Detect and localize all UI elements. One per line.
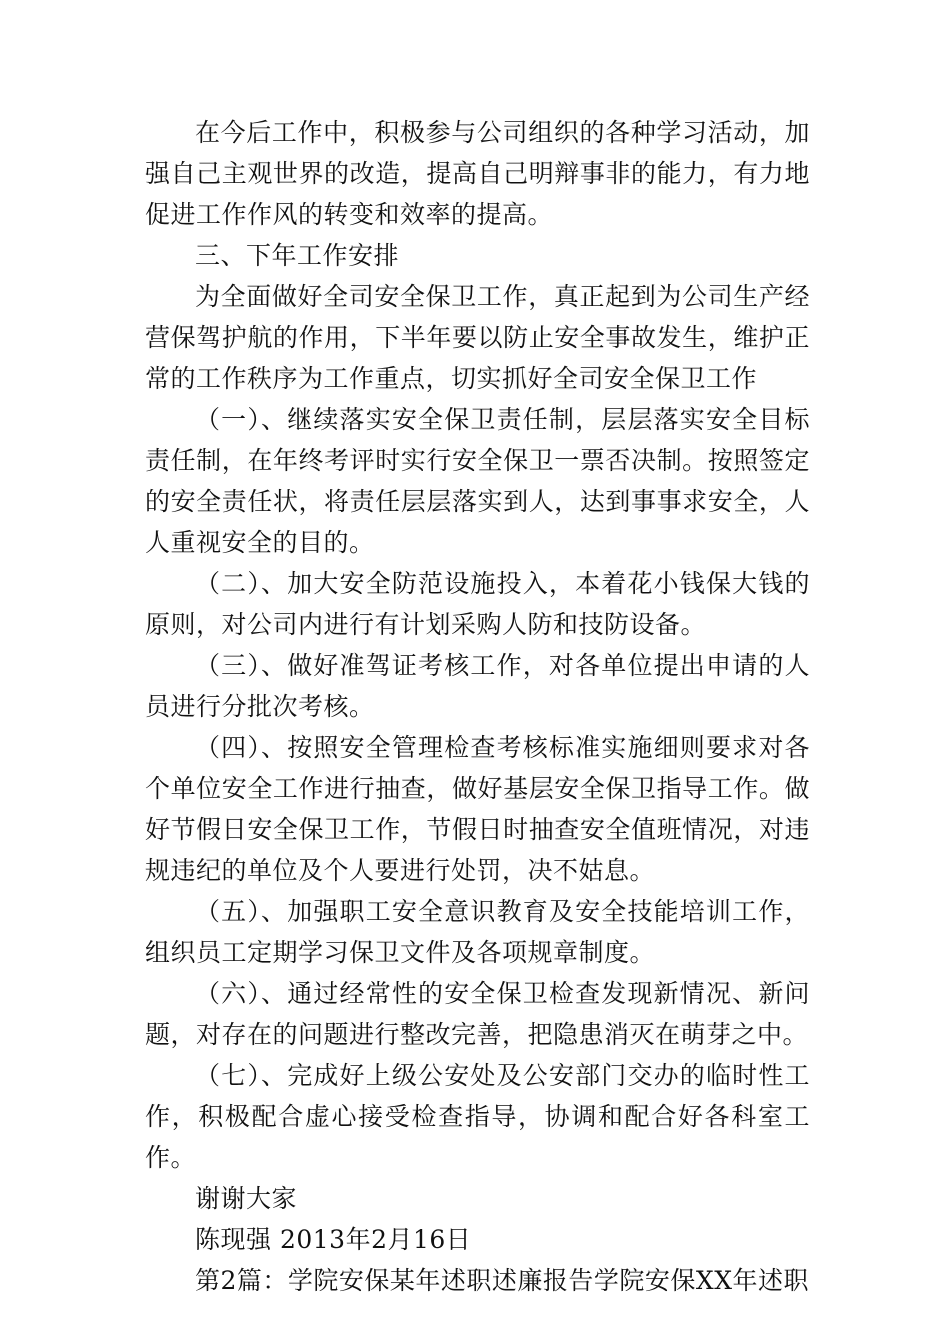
list-item-1: （一）、继续落实安全保卫责任制，层层落实安全目标责任制，在年终考评时实行安全保卫一票否决制。按照签定的安全责任状，将责任层层落实到人，达到事事求安全，人人重视安全的目的。 — [145, 405, 810, 557]
signature-date: 陈现强 2013年2月16日 — [195, 1225, 472, 1254]
list-item-4: （四）、按照安全管理检查考核标准实施细则要求对各个单位安全工作进行抽查，做好基层安全保卫指导工作。做好节假日安全保卫工作，节假日时抽查安全值班情况，对违规违纪的单位及个人要进行处罚，决不姑息。 — [145, 733, 810, 885]
document-body — [145, 112, 810, 1301]
list-item-5: （五）、加强职工安全意识教育及安全技能培训工作，组织员工定期学习保卫文件及各项规章制度。 — [145, 897, 810, 967]
list-item-3: （三）、做好准驾证考核工作，对各单位提出申请的人员进行分批次考核。 — [145, 651, 810, 721]
list-item-7: （七）、完成好上级公安处及公安部门交办的临时性工作，积极配合虚心接受检查指导，协调和配合好各科室工作。 — [145, 1061, 810, 1172]
list-item-6: （六）、通过经常性的安全保卫检查发现新情况、新问题，对存在的问题进行整改完善，把隐患消灭在萌芽之中。 — [145, 979, 810, 1049]
closing-thanks: 谢谢大家 — [195, 1184, 298, 1213]
next-article-title: 第2篇：学院安保某年述职述廉报告学院安保XX年述职 — [195, 1266, 810, 1295]
section-heading: 三、下年工作安排 — [195, 241, 400, 270]
paragraph-1: 在今后工作中，积极参与公司组织的各种学习活动，加强自己主观世界的改造，提高自己明辩事非的能力，有力地促进工作作风的转变和效率的提高。 — [145, 118, 810, 229]
list-item-2: （二）、加大安全防范设施投入，本着花小钱保大钱的原则，对公司内进行有计划采购人防和技防设备。 — [145, 569, 810, 639]
paragraph-intro: 为全面做好全司安全保卫工作，真正起到为公司生产经营保驾护航的作用，下半年要以防止安全事故发生，维护正常的工作秩序为工作重点，切实抓好全司安全保卫工作 — [145, 282, 810, 393]
